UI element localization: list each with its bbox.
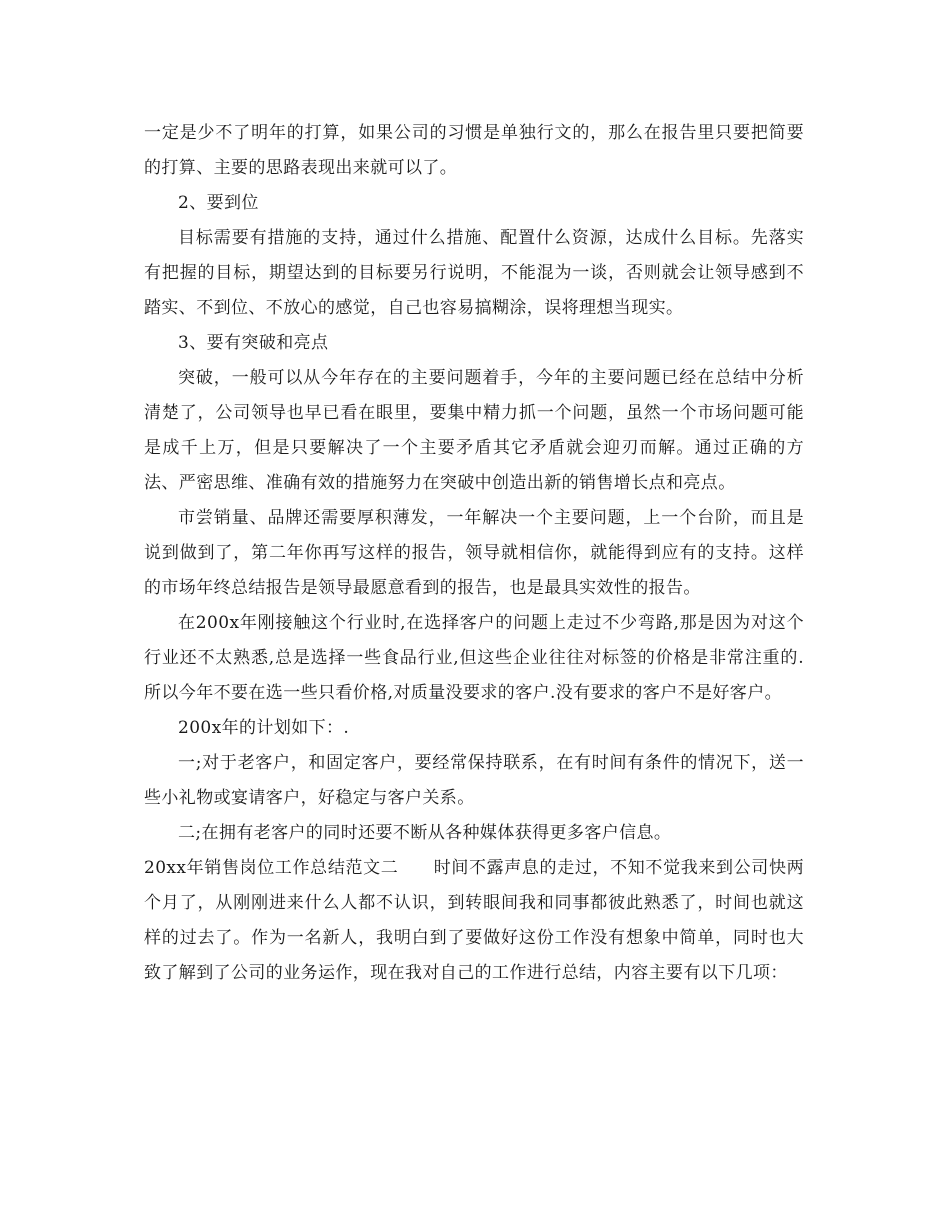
plan-heading: 200x年的计划如下：. [178, 718, 350, 738]
document-body [144, 116, 804, 991]
section-heading-breakthrough: 3、要有突破和亮点 [178, 333, 329, 353]
paragraph-summary-two: 20xx年销售岗位工作总结范文二 时间不露声息的走过，不知不觉我来到公司快两个月了，从刚刚进来什么人都不认识，到转眼间我和同事都彼此熟悉了，时间也就这样的过去了。作为一名新人，我明白到了要做好这份工作没有想象中简单，同时也大致了解到了公司的业务运作，现在我对自己的工作进行总结，内容主要有以下几项： [144, 858, 804, 983]
paragraph-breakthrough: 突破，一般可以从今年存在的主要问题着手，今年的主要问题已经在总结中分析清楚了，公司领导也早已看在眼里，要集中精力抓一个问题，虽然一个市场问题可能是成千上万，但是只要解决了一个主要矛盾其它矛盾就会迎刃而解。通过正确的方法、严密思维、准确有效的措施努力在突破中创造出新的销售增长点和亮点。 [144, 368, 804, 493]
paragraph-goal-measures: 目标需要有措施的支持，通过什么措施、配置什么资源，达成什么目标。先落实有把握的目标，期望达到的目标要另行说明，不能混为一谈，否则就会让领导感到不踏实、不到位、不放心的感觉，自己也容易搞糊涂，误将理想当现实。 [144, 228, 804, 318]
paragraph-market-sales: 市尝销量、品牌还需要厚积薄发，一年解决一个主要问题，上一个台阶，而且是说到做到了，第二年你再写这样的报告，领导就相信你，就能得到应有的支持。这样的市场年终总结报告是领导最愿意看到的报告，也是最具实效性的报告。 [144, 508, 804, 598]
paragraph-customer-selection: 在200x年刚接触这个行业时,在选择客户的问题上走过不少弯路,那是因为对这个行业还不太熟悉,总是选择一些食品行业,但这些企业往往对标签的价格是非常注重的.所以今年不要在选一些只看价格,对质量没要求的客户.没有要求的客户不是好客户。 [144, 613, 804, 703]
section-heading-in-place: 2、要到位 [178, 193, 259, 213]
plan-item-one: 一;对于老客户，和固定客户，要经常保持联系，在有时间有条件的情况下，送一些小礼物或宴请客户，好稳定与客户关系。 [144, 753, 804, 808]
plan-item-two: 二;在拥有老客户的同时还要不断从各种媒体获得更多客户信息。 [178, 823, 672, 843]
paragraph-plan-continuation: 一定是少不了明年的打算，如果公司的习惯是单独行文的，那么在报告里只要把简要的打算、主要的思路表现出来就可以了。 [144, 123, 804, 178]
